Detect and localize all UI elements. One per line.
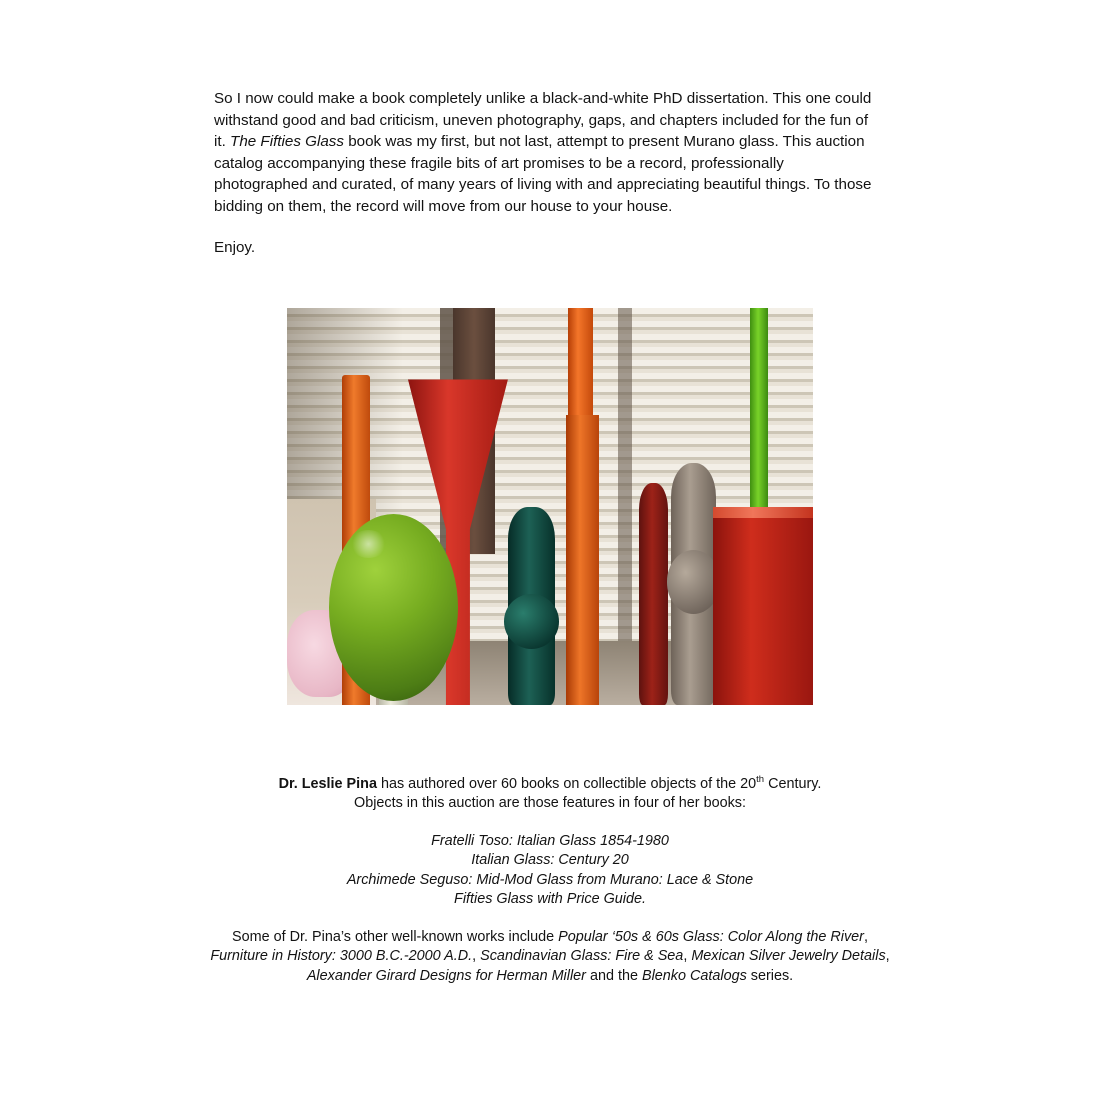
book-title: [180, 851, 920, 871]
other-works-comma-1: ,: [863, 928, 868, 945]
other-works-block: [180, 928, 920, 987]
author-line-end: Century.: [764, 775, 822, 792]
paragraph-1-part-1: So I now could make a book completely unlike a black-and-white PhD dissertation. This one could withstand good and bad criticism, uneven photography, gaps, and chapters included for the fun of it.: [214, 90, 872, 150]
other-work-title-blenko: Blenko Catalogs: [641, 967, 747, 984]
vase-dark-red-slim: [639, 483, 667, 705]
paragraph-1-part-2: book was my first, but not last, attempt to present Murano glass. This auction catalog accompanying these fragile bits of art promises to be a record, professionally photographed and curated, of many years of living with and appreciating beautiful things. To those bidding on them, the record will move from our house to your house.: [214, 133, 872, 215]
other-works-intro: Some of Dr. Pina’s other well-known works include: [232, 928, 559, 945]
other-works-line-3: [180, 967, 920, 987]
ordinal-suffix: th: [756, 774, 765, 785]
photo-canvas: [287, 308, 813, 705]
book-title-2: Italian Glass: Century 20: [471, 852, 629, 869]
book-title: [180, 832, 920, 852]
author-line: [180, 770, 920, 794]
author-intro: [180, 770, 920, 814]
other-works-line-2: [180, 947, 920, 967]
book-title-1: Fratelli Toso: Italian Glass 1854-1980: [431, 832, 669, 849]
other-works-mid: and the: [585, 967, 642, 984]
vase-green-sphere: [329, 514, 458, 701]
book-title: [180, 871, 920, 891]
other-work-title-girard: Alexander Girard Designs for Herman Miller: [306, 967, 586, 984]
vase-bright-green: [750, 308, 768, 538]
paragraph-2: Enjoy.: [214, 239, 256, 256]
other-work-title-furniture-history: Furniture in History: 3000 B.C.-2000 A.D.: [210, 948, 473, 965]
author-name: Dr. Leslie Pina: [278, 775, 377, 792]
author-line-rest: has authored over 60 books on collectible objects of the 20: [376, 775, 757, 792]
other-works-line-1: [180, 928, 920, 948]
book-title: [180, 890, 920, 910]
other-works-sep-b: ,: [683, 948, 692, 965]
intro-text-block: [214, 88, 880, 259]
caption-block: [180, 770, 920, 986]
vase-orange-center: [566, 415, 600, 705]
book-title-4: Fifties Glass with Price Guide.: [454, 891, 646, 908]
paragraph-1: [214, 88, 880, 217]
other-work-title-scandinavian-glass: Scandinavian Glass: Fire & Sea: [480, 948, 684, 965]
glass-collection-photo: [287, 308, 813, 705]
book-title-fifties-glass: The Fifties Glass: [230, 133, 344, 150]
book-title-3: Archimede Seguso: Mid-Mod Glass from Murano: Lace & Stone: [346, 871, 754, 888]
vase-red-cup: [713, 507, 813, 706]
other-works-comma-2: ,: [885, 948, 890, 965]
book-title-list: [180, 832, 920, 910]
other-work-title-popular-glass: Popular ‘50s & 60s Glass: Color Along the River: [558, 928, 864, 945]
other-works-sep-a: ,: [472, 948, 481, 965]
other-work-title-mexican-silver: Mexican Silver Jewelry Details: [691, 948, 886, 965]
other-works-end: series.: [746, 967, 794, 984]
objects-line: Objects in this auction are those features in four of her books:: [354, 795, 746, 812]
vase-red-cup-rim: [713, 507, 813, 519]
